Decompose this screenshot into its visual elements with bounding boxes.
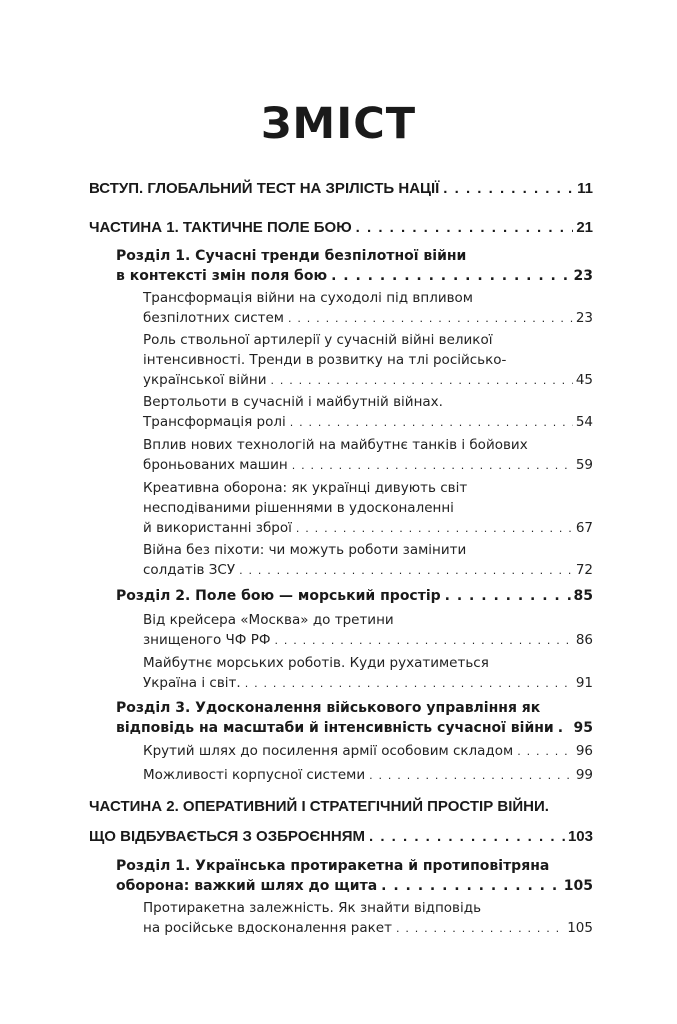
toc-entry-sub[interactable] [143, 435, 593, 476]
entry-title-line: Розділ 1. Сучасні тренди безпілотної війни [116, 248, 467, 264]
page-number: 105 [567, 920, 593, 936]
page-number: 95 [573, 720, 593, 736]
toc-entry-sub[interactable] [143, 330, 593, 391]
entry-title-line: Трансформація ролі [143, 414, 286, 430]
page-number: 85 [573, 588, 593, 604]
page-number: 45 [575, 372, 593, 388]
dot-leader [369, 822, 565, 852]
page-number: 72 [575, 562, 593, 578]
toc-entry-part-1-section-3[interactable] [116, 698, 593, 738]
dot-leader [396, 919, 564, 939]
toc-entry-part-1-section-2[interactable] [116, 586, 593, 606]
dot-leader [356, 213, 574, 243]
toc-entry-part-1[interactable] [89, 213, 593, 243]
entry-title-line: Вертольоти в сучасній і майбутній війнах. [143, 394, 443, 410]
page-number: 21 [576, 219, 593, 236]
toc-entry-sub[interactable] [143, 288, 593, 329]
entry-title-line: солдатів ЗСУ [143, 562, 236, 578]
entry-title-line: безпілотних систем [143, 310, 284, 326]
toc-entry-sub[interactable] [143, 478, 593, 539]
dot-leader [239, 561, 573, 581]
entry-title-line: Війна без піхоти: чи можуть роботи замінити [143, 542, 467, 558]
page-number: 67 [575, 520, 593, 536]
entry-title-line: в контексті змін поля бою [116, 268, 328, 284]
page-number: 99 [575, 767, 593, 783]
toc-entry-sub[interactable] [143, 653, 593, 694]
toc-entry-part-2-section-1[interactable] [116, 856, 593, 896]
entry-title: ВСТУП. ГЛОБАЛЬНИЙ ТЕСТ НА ЗРІЛІСТЬ НАЦІЇ [89, 180, 440, 197]
dot-leader [296, 519, 573, 539]
entry-title-line: Можливості корпусної системи [143, 767, 366, 783]
toc-entry-sub[interactable] [143, 765, 593, 786]
page-number: 54 [575, 414, 593, 430]
toc-entry-intro[interactable] [89, 174, 593, 204]
entry-title-line: броньованих машин [143, 457, 288, 473]
dot-leader [292, 456, 573, 476]
entry-title-line: Від крейсера «Москва» до третини [143, 612, 394, 628]
dot-leader [517, 742, 573, 762]
toc-entry-sub[interactable] [143, 540, 593, 581]
entry-title-line: Роль ствольної артилерії у сучасній війні великої [143, 332, 493, 348]
dot-leader [274, 631, 572, 651]
page-number: 23 [573, 268, 593, 284]
entry-title-line: Майбутнє морських роботів. Куди рухатиметься [143, 655, 489, 671]
entry-title-line: на російське вдосконалення ракет [143, 920, 392, 936]
toc-entry-part-1-section-1[interactable] [116, 246, 593, 286]
toc-entry-sub[interactable] [143, 610, 593, 651]
entry-title-line: Трансформація війни на суходолі під впливом [143, 290, 473, 306]
toc-entry-sub[interactable] [143, 898, 593, 939]
dot-leader [245, 674, 573, 694]
entry-title: ЧАСТИНА 1. ТАКТИЧНЕ ПОЛЕ БОЮ [89, 219, 352, 236]
entry-title-line: Протиракетна залежність. Як знайти відповідь [143, 900, 482, 916]
entry-title-line: Розділ 2. Поле бою — морський простір [116, 588, 441, 604]
page-title: ЗМІСТ [260, 99, 417, 149]
page-number: 105 [563, 878, 593, 894]
entry-title-line: ЩО ВІДБУВАЄТЬСЯ З ОЗБРОЄННЯМ [89, 828, 365, 845]
dot-leader [270, 371, 572, 391]
dot-leader [558, 718, 571, 738]
toc-entry-sub[interactable] [143, 392, 593, 433]
toc-entry-sub[interactable] [143, 741, 593, 762]
entry-title-line: Вплив нових технологій на майбутнє танків і бойових [143, 437, 528, 453]
entry-title-line: Розділ 3. Удосконалення військового управління як [116, 700, 541, 716]
entry-title-line: української війни [143, 372, 267, 388]
dot-leader [331, 266, 570, 286]
page-number: 11 [577, 180, 593, 197]
dot-leader [445, 586, 571, 606]
entry-title-line: й використанні зброї [143, 520, 292, 536]
page-number: 96 [575, 743, 593, 759]
dot-leader [381, 876, 561, 896]
entry-title-line: відповідь на масштаби й інтенсивність сучасної війни [116, 720, 554, 736]
dot-leader [443, 174, 574, 204]
page-number: 103 [567, 828, 593, 845]
entry-title-line: ЧАСТИНА 2. ОПЕРАТИВНИЙ І СТРАТЕГІЧНИЙ ПРОСТІР ВІЙНИ. [89, 798, 549, 815]
entry-title-line: Україна і світ. [143, 675, 241, 691]
page-number: 59 [575, 457, 593, 473]
entry-title-line: Креативна оборона: як українці дивують світ [143, 480, 468, 496]
dot-leader [288, 309, 573, 329]
dot-leader [290, 413, 573, 433]
entry-title-line: знищеного ЧФ РФ [143, 632, 271, 648]
page-number: 91 [575, 675, 593, 691]
toc-entry-part-2[interactable] [89, 792, 593, 852]
entry-title-line: оборона: важкий шлях до щита [116, 878, 378, 894]
entry-title-line: інтенсивності. Тренди в розвитку на тлі російсько- [143, 352, 507, 368]
entry-title-line: Розділ 1. Українська протиракетна й протиповітряна [116, 858, 550, 874]
page-number: 23 [575, 310, 593, 326]
entry-title-line: несподіваними рішеннями в удосконаленні [143, 500, 454, 516]
dot-leader [369, 766, 573, 786]
page-number: 86 [575, 632, 593, 648]
entry-title-line: Крутий шлях до посилення армії особовим складом [143, 743, 514, 759]
